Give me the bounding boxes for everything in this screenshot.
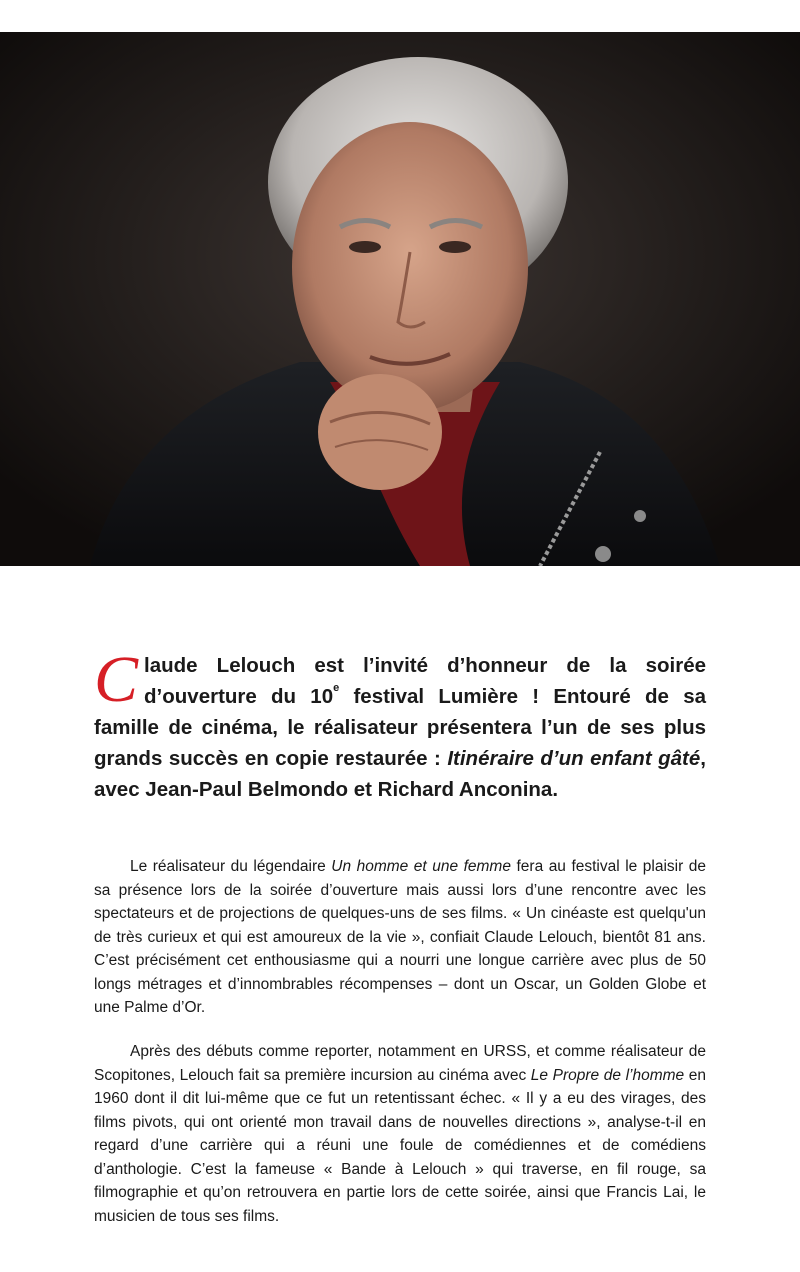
lead-paragraph xyxy=(94,643,706,805)
lead-text-3: , avec Jean-Paul Belmondo et Richard Anconina. xyxy=(94,747,706,801)
ordinal-suffix: e xyxy=(333,682,340,694)
lead-film-title: Itinéraire d’un enfant gâté xyxy=(447,747,701,770)
portrait-photo xyxy=(0,32,800,566)
body-paragraph-1 xyxy=(94,855,706,1020)
p1-film-title: Un homme et une femme xyxy=(331,858,511,875)
p1-text-2: fera au festival le plaisir de sa présence lors de la soirée d’ouverture mais aussi lors d’une rencontre avec les spectateurs et de projections de quelques-uns de ses films. « Un cinéaste est quelqu'un de très curieux et qui est amoureux de la vie », confiait Claude Lelouch, bientôt 81 ans. C’est précisément cet enthousiasme qui a nourri une longue carrière avec plus de 50 longs métrages et d’innombrables récompenses – dont un Oscar, un Golden Globe et une Palme d’Or. xyxy=(94,858,706,1016)
p2-text-1: Après des débuts comme reporter, notamment en URSS, et comme réalisateur de Scopitones, Lelouch fait sa première incursion au cinéma avec xyxy=(94,1043,706,1084)
drop-cap: C xyxy=(94,643,139,716)
lead-text-2: festival Lumière ! Entouré de sa famille de cinéma, le réalisateur présentera l’un de ses plus grands succès en copie restaurée : xyxy=(94,685,706,770)
body-paragraph-2 xyxy=(94,1040,706,1228)
p2-film-title: Le Propre de l’homme xyxy=(530,1066,685,1084)
p1-text-1: Le réalisateur du légendaire xyxy=(130,858,332,875)
p2-text-2: en 1960 dont il dit lui-même que ce fut un retentissant échec. « Il y a eu des virages, des films pivots, qui ont orienté mon travail dans de nouvelles directions », analyse-t-il en regard d’une carrière qui a réuni une foule de comédiennes et de comédiens d’anthologie. C’est la fameuse « Bande à Lelouch » qui traverse, en fil rouge, sa filmographie et qu’on retrouvera en partie lors de cette soirée, ainsi que Francis Lai, le musicien de tous ses films. xyxy=(94,1066,706,1225)
lead-text-1: laude Lelouch est l’invité d’honneur de la soirée d’ouverture du 10 xyxy=(144,654,706,708)
portrait-illustration xyxy=(0,32,800,566)
